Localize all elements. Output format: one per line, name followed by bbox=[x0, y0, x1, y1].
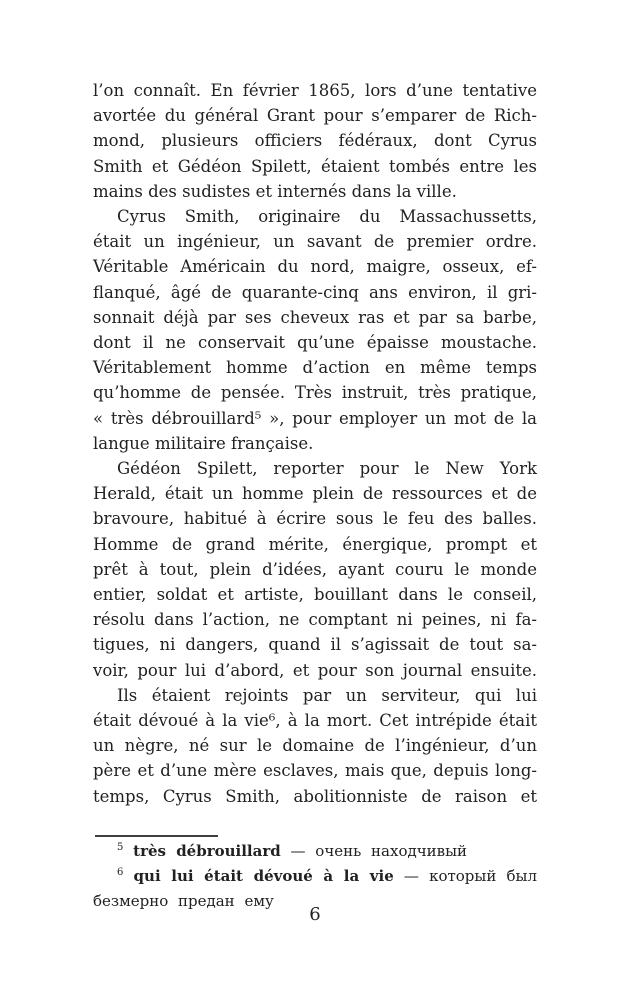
text-line: « très débrouillard⁵ », pour employer un mot de la bbox=[93, 408, 537, 428]
text-line: Véritablement homme d’action en même temps bbox=[93, 358, 537, 378]
text-line: dont il ne conservait qu’une épaisse moustache. bbox=[93, 333, 537, 353]
paragraph bbox=[93, 456, 537, 683]
footnote-term: très débrouillard bbox=[133, 842, 281, 860]
footnote-line bbox=[93, 864, 537, 889]
text-line: Gédéon Spilett, reporter pour le New York bbox=[117, 459, 537, 479]
text-line: était dévoué à la vie⁶, à la mort. Cet intrépide était bbox=[93, 711, 537, 731]
text-line: Cyrus Smith, originaire du Massachussetts, bbox=[117, 207, 537, 227]
footnote-divider bbox=[95, 835, 218, 837]
text-line: père et d’une mère esclaves, mais que, depuis long- bbox=[93, 761, 537, 781]
text-line: entier, soldat et artiste, bouillant dans le conseil, bbox=[93, 585, 537, 605]
footnote-text: — bbox=[393, 867, 430, 885]
text-line: mond, plusieurs officiers fédéraux, dont Cyrus bbox=[93, 131, 537, 151]
text-line: Ils étaient rejoints par un serviteur, qui lui bbox=[117, 685, 537, 705]
text-line: mains des sudistes et internés dans la ville. bbox=[93, 181, 457, 201]
text-line: voir, pour lui d’abord, et pour son journal ensuite. bbox=[93, 660, 537, 680]
text-line: qu’homme de pensée. Très instruit, très pratique, bbox=[93, 383, 537, 403]
text-line: Homme de grand mérite, énergique, prompt et bbox=[93, 534, 537, 554]
footnote-text: очень находчивый bbox=[315, 842, 468, 860]
text-line: Herald, était un homme plein de ressources et de bbox=[93, 484, 537, 504]
text-line: était un ingénieur, un savant de premier ordre. bbox=[93, 232, 537, 252]
text-line: résolu dans l’action, ne comptant ni peines, ni fa- bbox=[93, 610, 537, 630]
footnote-line bbox=[93, 839, 537, 864]
text-line: sonnait déjà par ses cheveux ras et par sa barbe, bbox=[93, 307, 537, 327]
paragraph bbox=[93, 204, 537, 456]
footnote-text: безмерно предан ему bbox=[93, 892, 274, 910]
footnote-marker: 5 bbox=[117, 842, 124, 853]
text-line: l’on connaît. En février 1865, lors d’une tentative bbox=[93, 81, 537, 100]
body-text bbox=[93, 78, 537, 809]
paragraph bbox=[93, 78, 537, 204]
footnote-text: который был bbox=[429, 867, 537, 885]
text-line: avortée du général Grant pour s’emparer de Rich- bbox=[93, 106, 537, 126]
footnote-marker: 6 bbox=[117, 867, 124, 878]
text-line: bravoure, habitué à écrire sous le feu des balles. bbox=[93, 509, 537, 529]
text-line: Smith et Gédéon Spilett, étaient tombés entre les bbox=[93, 156, 537, 176]
footnote-term: qui lui était dévoué à la vie bbox=[133, 867, 394, 885]
text-line: tigues, ni dangers, quand il s’agissait de tout sa- bbox=[93, 635, 537, 655]
page-number: 6 bbox=[309, 904, 321, 925]
text-line: prêt à tout, plein d’idées, ayant couru le monde bbox=[93, 559, 537, 579]
text-line: un nègre, né sur le domaine de l’ingénieur, d’un bbox=[93, 736, 537, 756]
text-line: temps, Cyrus Smith, abolitionniste de raison et bbox=[93, 786, 537, 806]
text-line: langue militaire française. bbox=[93, 433, 314, 453]
paragraph bbox=[93, 683, 537, 809]
text-line: Véritable Américain du nord, maigre, osseux, ef- bbox=[93, 257, 537, 277]
footnotes bbox=[93, 839, 537, 914]
footnote bbox=[93, 839, 537, 864]
text-line: flanqué, âgé de quarante-cinq ans environ, il gri- bbox=[93, 282, 537, 302]
footnote-text: — bbox=[280, 842, 316, 860]
